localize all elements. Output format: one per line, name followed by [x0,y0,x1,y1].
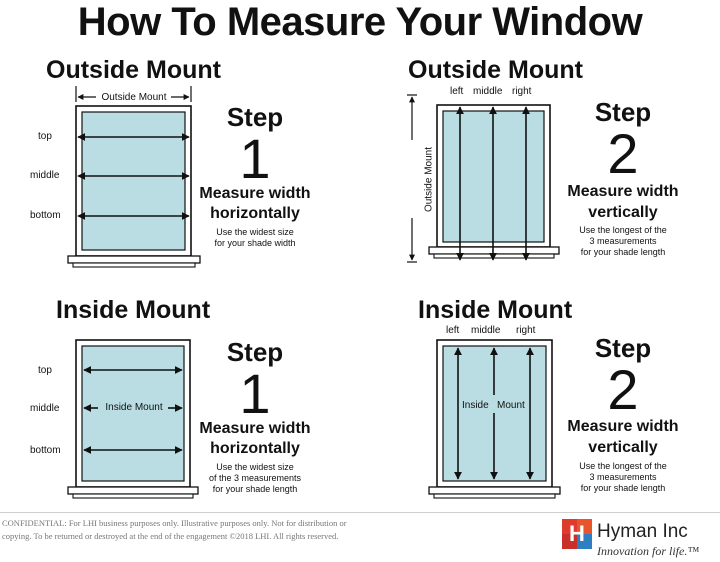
step-note-line2: 3 measurements [589,472,657,482]
step-label: Step [594,97,652,127]
inside-mount-heading-1: Inside Mount [56,296,211,324]
outside-mount-vertical-diagram [395,90,570,270]
step-number: 2 [607,122,639,185]
inside-mount-vertical-diagram [425,335,575,505]
step-note-line1: Use the widest size [216,227,294,237]
col-label-middle: middle [471,325,501,336]
inside-mount-heading-2: Inside Mount [418,296,573,324]
col-label-middle: middle [473,86,503,97]
col-label-left: left [446,325,460,336]
step-number: 2 [607,358,639,421]
step-instruction-line1: Measure width [567,183,679,200]
step-note-line3: for your shade length [580,247,666,257]
confidential-line2: copying. To be returned or destroyed at the end of the engagement ©2018 LHI. All rights reserved. [2,531,339,541]
step-note-line1: Use the widest size [216,462,294,472]
outside-mount-heading-2: Outside Mount [408,56,583,84]
step-note-line3: for your shade length [212,484,298,494]
inside-mount-horizontal-diagram [60,335,210,505]
brand-tagline: Innovation for life.™ [597,544,700,558]
col-label-right: right [516,325,536,336]
inside-mount-center-label: Inside Mount [105,402,163,413]
step-label: Step [226,337,284,367]
row-label-middle: middle [30,403,60,414]
step-note-line2: of the 3 measurements [208,473,302,483]
logo-letter: H [569,521,585,546]
outside-mount-width-label: Outside Mount [97,92,171,103]
inside-mount-center-label-left: Inside [462,400,489,411]
step-note-line3: for your shade length [580,483,666,493]
step-instruction-line2: horizontally [210,205,300,222]
step-note-line1: Use the longest of the [579,461,667,471]
col-label-left: left [450,86,464,97]
row-label-top: top [38,365,52,376]
footer-divider [0,512,720,513]
inside-mount-center-label-right: Mount [497,400,525,411]
brand-name: Hyman Inc [597,521,688,542]
step-instruction-line1: Measure width [567,418,679,435]
row-label-top: top [38,131,52,142]
step-label: Step [226,102,284,132]
step-instruction-line2: vertically [588,439,658,456]
outside-mount-height-label: Outside Mount [423,146,435,213]
row-label-middle: middle [30,170,60,181]
step-instruction-line2: horizontally [210,440,300,457]
step-instruction-line1: Measure width [199,420,311,437]
step-note-line2: 3 measurements [589,236,657,246]
col-label-right: right [512,86,532,97]
step-label: Step [594,333,652,363]
confidential-line1: CONFIDENTIAL: For LHI business purposes only. Illustrative purposes only. Not for distribution or [2,518,347,528]
page-title: How To Measure Your Window [77,0,643,44]
step-number: 1 [239,362,271,425]
outside-mount-heading-1: Outside Mount [46,56,221,84]
step-instruction-line2: vertically [588,204,658,221]
step-note-line2: for your shade width [214,238,296,248]
row-label-bottom: bottom [30,210,61,221]
row-label-bottom: bottom [30,445,61,456]
step-note-line1: Use the longest of the [579,225,667,235]
step-number: 1 [239,127,271,190]
step-instruction-line1: Measure width [199,185,311,202]
